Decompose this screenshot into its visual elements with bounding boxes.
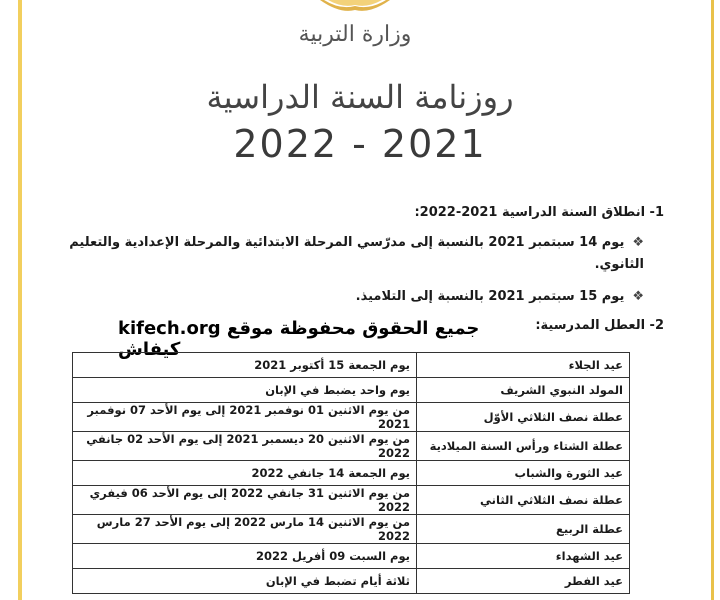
holiday-name: عطلة الربيع <box>417 515 630 544</box>
bullet-text: يوم 15 سبتمبر 2021 بالنسبة إلى التلاميذ. <box>355 289 625 304</box>
table-row <box>73 432 630 461</box>
section-1-heading: 1- انطلاق السنة الدراسية 2021-2022: <box>414 205 664 220</box>
watermark-text: جميع الحقوق محفوظة موقع كيفاش <box>118 318 480 360</box>
table-row <box>73 353 630 378</box>
table-row <box>73 486 630 515</box>
section-2-heading: 2- العطل المدرسية: <box>535 318 664 333</box>
table-row <box>73 569 630 594</box>
table-row <box>73 544 630 569</box>
table-row <box>73 378 630 403</box>
holiday-name: عطلة نصف الثلاثي الأوّل <box>417 403 630 432</box>
ministry-name: وزارة التربية <box>298 22 412 47</box>
table-row <box>73 515 630 544</box>
bullet-text: يوم 14 سبتمبر 2021 بالنسبة إلى مدرّسي المرحلة الابتدائية والمرحلة الإعدادية والتعليم الثانوي. <box>69 235 644 272</box>
holiday-name: المولد النبوي الشريف <box>417 378 630 403</box>
holiday-name: عطلة الشتاء ورأس السنة الميلادية <box>417 432 630 461</box>
holiday-date: ثلاثة أيام تضبط في الإبان <box>73 569 417 594</box>
holiday-name: عيد الفطر <box>417 569 630 594</box>
page-border-right <box>711 0 714 600</box>
bullet-item <box>44 286 644 308</box>
holiday-date: يوم الجمعة 15 أكتوبر 2021 <box>73 353 417 378</box>
school-year: 2022 - 2021 <box>233 122 487 166</box>
holiday-name: عيد الثورة والشباب <box>417 461 630 486</box>
diamond-bullet-icon: ❖ <box>632 235 644 250</box>
holiday-name: عيد الجلاء <box>417 353 630 378</box>
holiday-date: من يوم الاثنين 20 ديسمبر 2021 إلى يوم الأحد 02 جانفي 2022 <box>73 432 417 461</box>
holiday-date: من يوم الاثنين 14 مارس 2022 إلى يوم الأحد 27 مارس 2022 <box>73 515 417 544</box>
diamond-bullet-icon: ❖ <box>632 289 644 304</box>
holiday-date: من يوم الاثنين 01 نوفمبر 2021 إلى يوم الأحد 07 نوفمبر 2021 <box>73 403 417 432</box>
page-border-left <box>18 0 22 600</box>
holidays-table <box>72 352 630 594</box>
watermark-site: kifech.org <box>118 318 221 339</box>
holiday-name: عطلة نصف الثلاثي الثاني <box>417 486 630 515</box>
holiday-date: يوم الجمعة 14 جانفي 2022 <box>73 461 417 486</box>
table-row <box>73 403 630 432</box>
holiday-name: عيد الشهداء <box>417 544 630 569</box>
bullet-item <box>44 232 644 276</box>
holiday-date: يوم السبت 09 أفريل 2022 <box>73 544 417 569</box>
table-row <box>73 461 630 486</box>
holiday-date: من يوم الاثنين 31 جانفي 2022 إلى يوم الأحد 06 فيفري 2022 <box>73 486 417 515</box>
holiday-date: يوم واحد يضبط في الإبان <box>73 378 417 403</box>
document-title: روزنامة السنة الدراسية <box>206 78 514 116</box>
